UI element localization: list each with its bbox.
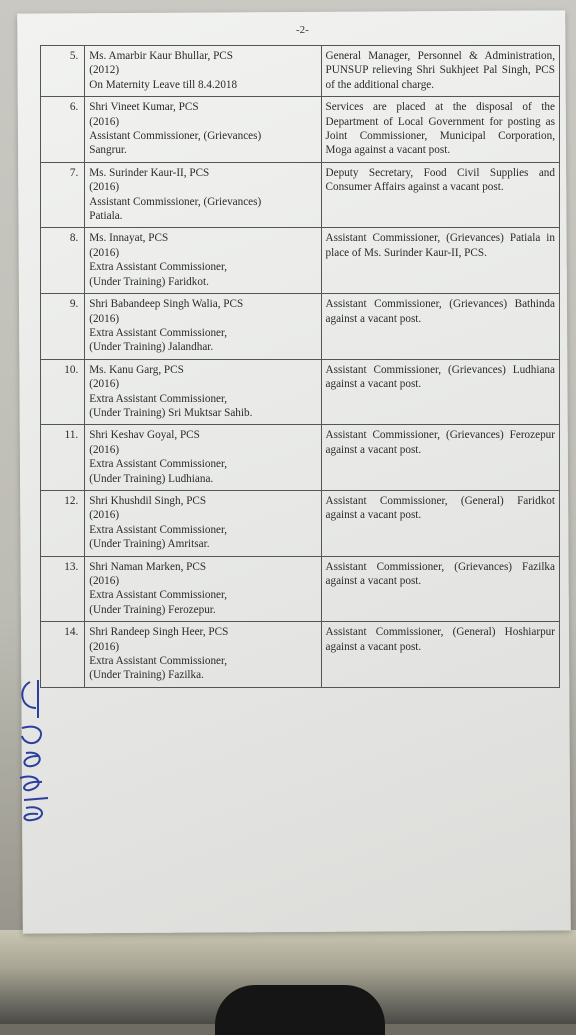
officer-detail-line: Extra Assistant Commissioner, [89,392,228,405]
table-row [41,425,560,491]
officer-detail-line: (2016) [89,443,120,456]
officer-detail-line: (Under Training) Amritsar. [89,538,210,551]
officer-detail-line: Shri Randeep Singh Heer, PCS [89,626,229,639]
officer-details [85,46,321,97]
serial-number: 13. [41,556,85,622]
officer-detail-line: Ms. Kanu Garg, PCS [89,363,184,376]
officer-detail-line: Ms. Innayat, PCS [89,232,169,245]
table-row [41,46,560,97]
officer-detail-line: Shri Naman Marken, PCS [89,560,207,573]
serial-number: 7. [41,162,85,228]
posting-details: Assistant Commissioner, (General) Hoshiarpur against a vacant post. [321,622,559,688]
table-row [41,556,560,622]
officer-detail-line: (2016) [89,509,120,522]
officer-detail-line: Extra Assistant Commissioner, [89,326,228,339]
officer-detail-line: Extra Assistant Commissioner, [89,655,228,668]
officer-detail-line: Ms. Surinder Kaur-II, PCS [89,166,210,179]
table-row [41,162,560,228]
officer-detail-line: (2012) [89,64,120,77]
page-number: -2- [296,24,309,36]
officer-details [85,97,321,163]
officer-detail-line: On Maternity Leave till 8.4.2018 [89,78,238,91]
officer-detail-line: Shri Khushdil Singh, PCS [89,494,207,507]
officer-detail-line: Ms. Amarbir Kaur Bhullar, PCS [89,50,233,62]
officer-detail-line: (Under Training) Sri Muktsar Sahib. [89,406,253,419]
posting-details: Deputy Secretary, Food Civil Supplies and Consumer Affairs against a vacant post. [321,162,559,228]
officer-detail-line: (Under Training) Ferozepur. [89,603,216,616]
table-row [41,97,560,163]
posting-details: General Manager, Personnel & Administration, PUNSUP relieving Shri Sukhjeet Pal Singh, PCS of the additional charge. [321,46,559,97]
officer-details [85,228,321,294]
posting-details: Assistant Commissioner, (Grievances) Bathinda against a vacant post. [321,294,559,360]
table-row [41,228,560,294]
officer-detail-line: Extra Assistant Commissioner, [89,458,228,471]
table-row [41,490,560,556]
posting-details: Assistant Commissioner, (Grievances) Ferozepur against a vacant post. [321,425,559,491]
officer-details [85,359,321,425]
officer-detail-line: Extra Assistant Commissioner, [89,261,228,274]
officer-details [85,556,321,622]
officer-details [85,294,321,360]
officer-detail-line: Extra Assistant Commissioner, [89,523,228,536]
officer-detail-line: Sangrur. [89,144,127,157]
officer-detail-line: (2016) [89,378,120,391]
posting-details: Assistant Commissioner, (Grievances) Fazilka against a vacant post. [321,556,559,622]
officer-detail-line: (Under Training) Faridkot. [89,275,209,288]
serial-number: 10. [41,359,85,425]
officer-detail-line: Patiala. [89,210,123,223]
officer-detail-line: Extra Assistant Commissioner, [89,589,228,602]
officer-detail-line: (2016) [89,246,120,259]
officer-detail-line: (2016) [89,312,120,325]
officer-detail-line: (2016) [89,640,120,653]
officer-detail-line: Shri Keshav Goyal, PCS [89,429,200,442]
officer-detail-line: Shri Vineet Kumar, PCS [89,101,199,114]
serial-number: 5. [41,46,85,97]
posting-details: Assistant Commissioner, (Grievances) Patiala in place of Ms. Surinder Kaur-II, PCS. [321,228,559,294]
officer-details [85,490,321,556]
table-row [41,359,560,425]
officer-detail-line: (Under Training) Ludhiana. [89,472,214,485]
posting-details: Services are placed at the disposal of the Department of Local Government for posting as Joint Commissioner, Municipal Corporation, Moga against a vacant post. [321,97,559,163]
officer-details [85,162,321,228]
officer-details [85,425,321,491]
officer-detail-line: (Under Training) Fazilka. [89,669,204,682]
handwritten-signature [8,668,56,838]
officer-detail-line: (2016) [89,575,120,587]
table-row [41,294,560,360]
serial-number: 12. [41,490,85,556]
posting-details: Assistant Commissioner, (General) Faridkot against a vacant post. [321,490,559,556]
shoe [215,985,385,1035]
serial-number: 6. [41,97,85,163]
officer-detail-line: Shri Babandeep Singh Walia, PCS [89,298,244,311]
officer-detail-line: (2016) [89,115,120,128]
serial-number: 14. [41,622,85,688]
posting-table-body [41,46,560,688]
serial-number: 9. [41,294,85,360]
officer-detail-line: Assistant Commissioner, (Grievances) [89,130,262,143]
officer-detail-line: Assistant Commissioner, (Grievances) [89,195,262,208]
serial-number: 8. [41,228,85,294]
officer-detail-line: (2016) [89,181,120,194]
officer-details [85,622,321,688]
posting-table [40,45,560,688]
posting-details: Assistant Commissioner, (Grievances) Ludhiana against a vacant post. [321,359,559,425]
officer-detail-line: (Under Training) Jalandhar. [89,341,214,354]
serial-number: 11. [41,425,85,491]
table-row [41,622,560,688]
